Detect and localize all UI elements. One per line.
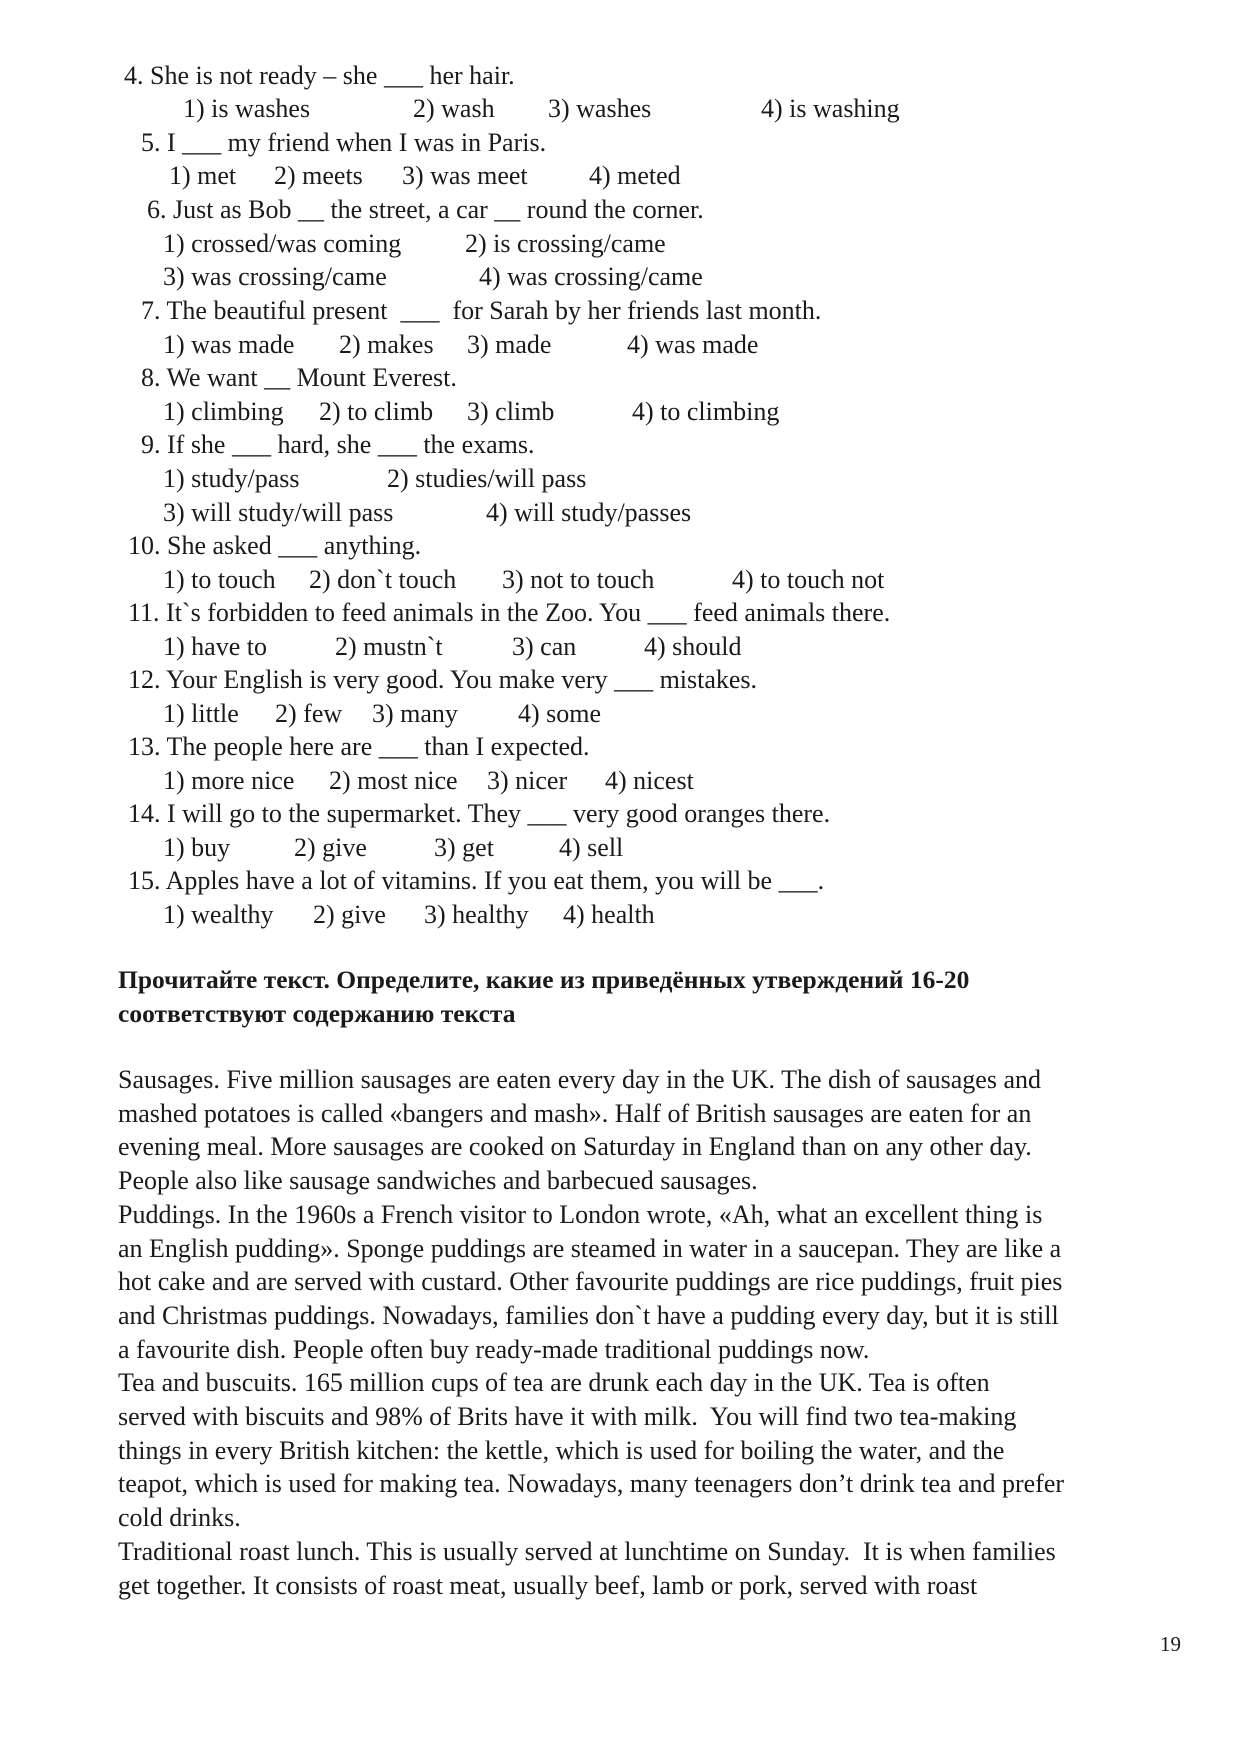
reading-text-line: Puddings. In the 1960s a French visitor to London wrote, «Ah, what an excellent thing is xyxy=(118,1199,1043,1229)
question-9-option-3: 3) will study/will pass xyxy=(163,498,394,527)
question-5-option-3: 3) was meet xyxy=(402,161,528,190)
reading-text-line: served with biscuits and 98% of Brits have it with milk. You will find two tea-making xyxy=(118,1402,1017,1432)
question-14-option-1: 1) buy xyxy=(163,833,231,862)
question-10-option-4: 4) to touch not xyxy=(732,565,885,594)
question-5-stem: 5. I ___ my friend when I was in Paris. xyxy=(141,128,547,157)
reading-text-line: things in every British kitchen: the kettle, which is used for boiling the water, and the xyxy=(118,1435,1005,1465)
question-15-stem: 15. Apples have a lot of vitamins. If you eat them, you will be ___. xyxy=(128,866,825,895)
question-10-stem: 10. She asked ___ anything. xyxy=(128,531,422,560)
question-14-option-2: 2) give xyxy=(294,833,367,862)
question-4-stem: 4. She is not ready – she ___ her hair. xyxy=(124,61,515,90)
question-14-option-3: 3) get xyxy=(434,833,494,862)
question-11-stem: 11. It`s forbidden to feed animals in the Zoo. You ___ feed animals there. xyxy=(128,598,891,627)
question-14-stem: 14. I will go to the supermarket. They ___ very good oranges there. xyxy=(128,799,831,828)
question-13-option-4: 4) nicest xyxy=(605,766,694,795)
reading-text-line: People also like sausage sandwiches and barbecued sausages. xyxy=(118,1166,758,1196)
question-8-option-1: 1) climbing xyxy=(163,397,284,426)
reading-text-line: Tea and buscuits. 165 million cups of tea are drunk each day in the UK. Tea is often xyxy=(118,1368,990,1398)
question-7-option-1: 1) was made xyxy=(163,330,295,359)
reading-text-line: cold drinks. xyxy=(118,1503,241,1533)
question-7-option-2: 2) makes xyxy=(339,330,434,359)
question-10-option-2: 2) don`t touch xyxy=(309,565,457,594)
question-8-option-2: 2) to climb xyxy=(319,397,434,426)
question-15-option-3: 3) healthy xyxy=(424,900,529,929)
question-5-option-2: 2) meets xyxy=(274,161,363,190)
question-12-option-1: 1) little xyxy=(163,699,239,728)
question-15-option-1: 1) wealthy xyxy=(163,900,274,929)
reading-text-line: an English pudding». Sponge puddings are steamed in water in a saucepan. They are like a xyxy=(118,1233,1062,1263)
question-12-option-2: 2) few xyxy=(275,699,343,728)
question-4-option-1: 1) is washes xyxy=(183,94,311,123)
question-8-stem: 8. We want __ Mount Everest. xyxy=(141,363,457,392)
question-13-option-2: 2) most nice xyxy=(329,766,458,795)
reading-text-line: Traditional roast lunch. This is usually served at lunchtime on Sunday. It is when families xyxy=(118,1536,1056,1566)
question-6-option-2: 2) is crossing/came xyxy=(465,229,666,258)
question-7-stem: 7. The beautiful present ___ for Sarah by her friends last month. xyxy=(141,296,822,325)
reading-text-line: evening meal. More sausages are cooked on Saturday in England than on any other day. xyxy=(118,1132,1032,1162)
question-7-option-4: 4) was made xyxy=(627,330,759,359)
question-13-option-3: 3) nicer xyxy=(487,766,568,795)
question-9-stem: 9. If she ___ hard, she ___ the exams. xyxy=(141,430,535,459)
reading-text-line: hot cake and are served with custard. Other favourite puddings are rice puddings, fruit pies xyxy=(118,1267,1063,1297)
question-13-stem: 13. The people here are ___ than I expected. xyxy=(128,732,590,761)
question-11-option-2: 2) mustn`t xyxy=(335,632,443,661)
question-7-option-3: 3) made xyxy=(467,330,552,359)
question-14-option-4: 4) sell xyxy=(559,833,624,862)
question-4-option-2: 2) wash xyxy=(413,94,495,123)
reading-text-line: mashed potatoes is called «bangers and mash». Half of British sausages are eaten for an xyxy=(118,1098,1032,1128)
question-6-option-4: 4) was crossing/came xyxy=(479,262,703,291)
question-12-option-4: 4) some xyxy=(518,699,602,728)
question-8-option-3: 3) climb xyxy=(467,397,555,426)
question-10-option-3: 3) not to touch xyxy=(502,565,655,594)
question-9-option-4: 4) will study/passes xyxy=(486,498,692,527)
question-15-option-4: 4) health xyxy=(563,900,655,929)
question-8-option-4: 4) to climbing xyxy=(632,397,780,426)
question-12-stem: 12. Your English is very good. You make very ___ mistakes. xyxy=(128,665,758,694)
question-6-option-1: 1) crossed/was coming xyxy=(163,229,402,258)
question-13-option-1: 1) more nice xyxy=(163,766,295,795)
question-5-option-1: 1) met xyxy=(169,161,237,190)
question-11-option-4: 4) should xyxy=(644,632,742,661)
reading-text-line: Sausages. Five million sausages are eaten every day in the UK. The dish of sausages and xyxy=(118,1065,1041,1094)
question-6-stem: 6. Just as Bob __ the street, a car __ round the corner. xyxy=(147,195,704,224)
question-11-option-1: 1) have to xyxy=(163,632,267,661)
task-instruction-line-2: соответствуют содержанию текста xyxy=(118,999,516,1028)
page-number: 19 xyxy=(1160,1632,1181,1656)
question-6-option-3: 3) was crossing/came xyxy=(163,262,387,291)
question-5-option-4: 4) meted xyxy=(589,161,681,190)
question-9-option-1: 1) study/pass xyxy=(163,464,300,493)
question-12-option-3: 3) many xyxy=(372,699,458,728)
task-instruction-line-1: Прочитайте текст. Определите, какие из приведённых утверждений 16-20 xyxy=(118,965,970,994)
question-9-option-2: 2) studies/will pass xyxy=(387,464,587,493)
reading-text-line: and Christmas puddings. Nowadays, families don`t have a pudding every day, but it is still xyxy=(118,1300,1059,1330)
question-11-option-3: 3) can xyxy=(512,632,577,661)
question-10-option-1: 1) to touch xyxy=(163,565,276,594)
question-15-option-2: 2) give xyxy=(313,900,386,929)
question-4-option-3: 3) washes xyxy=(548,94,652,123)
reading-text-line: a favourite dish. People often buy ready-made traditional puddings now. xyxy=(118,1334,870,1364)
question-4-option-4: 4) is washing xyxy=(761,94,900,123)
reading-text-line: teapot, which is used for making tea. Nowadays, many teenagers don’t drink tea and prefer xyxy=(118,1469,1065,1499)
reading-text xyxy=(118,1063,1198,1602)
reading-text-line: get together. It consists of roast meat, usually beef, lamb or pork, served with roast xyxy=(118,1570,978,1600)
